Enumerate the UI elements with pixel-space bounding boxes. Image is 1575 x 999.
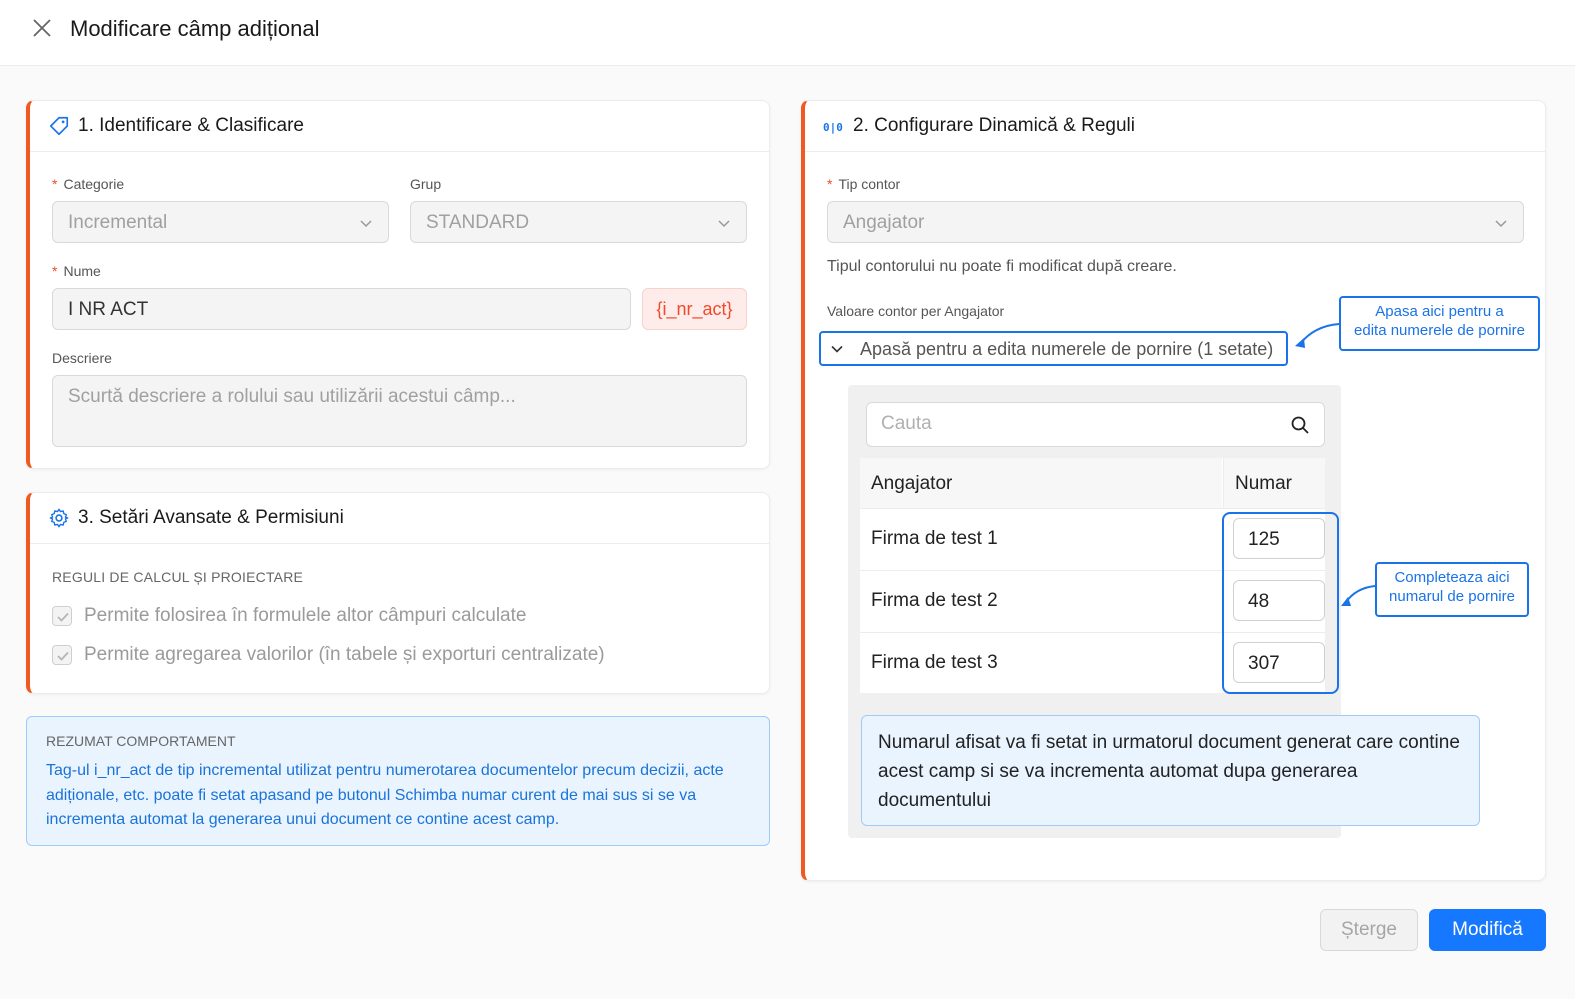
close-icon[interactable]: [30, 16, 54, 40]
section-title: 2. Configurare Dinamică & Reguli: [853, 115, 1135, 136]
counter-type-label: * Tip contor: [827, 176, 901, 192]
aggregate-option-label: Permite agregarea valorilor (în tabele și exporturi centralizate): [84, 644, 605, 665]
rules-caption: REGULI DE CALCUL ȘI PROIECTARE: [52, 569, 304, 585]
section-advanced-settings: [26, 492, 770, 694]
section-header: [805, 101, 1545, 152]
summary-caption: REZUMAT COMPORTAMENT: [46, 733, 236, 749]
behavior-summary: [26, 716, 770, 846]
chevron-down-icon: [716, 215, 732, 231]
counter-type-value: Angajator: [843, 212, 925, 233]
tag-badge: {i_nr_act}: [642, 288, 747, 330]
employer-name: Firma de test 2: [871, 590, 998, 611]
chevron-down-icon: [1493, 215, 1509, 231]
callout-edit-numbers: Apasa aici pentru a edita numerele de pornire: [1339, 296, 1540, 351]
section-title: 1. Identificare & Clasificare: [78, 115, 304, 136]
category-select[interactable]: [52, 201, 389, 243]
description-placeholder: Scurtă descriere a rolului sau utilizării acestui câmp...: [68, 386, 516, 407]
start-number-input[interactable]: 307: [1233, 642, 1325, 683]
modify-button[interactable]: Modifică: [1429, 909, 1546, 951]
summary-text: Tag-ul i_nr_act de tip incremental utilizat pentru numerotarea documentelor precum decizii, acte adiționale, etc. poate fi setat apasand pe butonul Schimba numar curent de mai sus si se va incrementa automat la generarea unui document ce contine acest camp.: [46, 762, 724, 828]
name-input[interactable]: [52, 288, 631, 330]
group-value: STANDARD: [426, 212, 530, 233]
search-input[interactable]: [881, 413, 1281, 435]
edit-start-numbers-toggle[interactable]: [819, 331, 1288, 366]
note-text: Numarul afisat va fi setat in urmatorul document generat care contine acest camp si se va incrementa automat dupa generarea documentului: [878, 732, 1460, 811]
description-label: Descriere: [52, 350, 112, 366]
delete-button[interactable]: Șterge: [1320, 909, 1418, 951]
group-select[interactable]: [410, 201, 747, 243]
number-column-highlight: [1222, 512, 1339, 694]
gear-icon: [48, 507, 70, 529]
formula-checkbox[interactable]: [52, 606, 72, 626]
chevron-down-icon: [358, 215, 374, 231]
category-label: * Categorie: [52, 176, 125, 192]
counter-icon: [823, 117, 845, 139]
counter-value-label: Valoare contor per Angajator: [827, 303, 1005, 319]
increment-note: [861, 715, 1480, 826]
tag-icon: [48, 115, 70, 137]
search-icon[interactable]: [1290, 415, 1310, 435]
check-icon: [55, 648, 71, 664]
section-header: [30, 493, 769, 544]
description-textarea[interactable]: [52, 375, 747, 447]
name-label: * Nume: [52, 263, 101, 279]
aggregate-checkbox[interactable]: [52, 645, 72, 665]
group-label: Grup: [410, 176, 442, 192]
employer-name: Firma de test 3: [871, 652, 998, 673]
section-title: 3. Setări Avansate & Permisiuni: [78, 507, 344, 528]
employer-search-field[interactable]: [866, 402, 1325, 447]
category-value: Incremental: [68, 212, 168, 233]
counter-type-hint: Tipul contorului nu poate fi modificat după creare.: [827, 258, 1177, 275]
start-number-input[interactable]: 48: [1233, 580, 1325, 621]
expander-label: Apasă pentru a edita numerele de pornire (1 setate): [860, 339, 1274, 359]
svg-text:0|0: 0|0: [823, 120, 843, 134]
section-identification: [26, 100, 770, 469]
start-number-input[interactable]: 125: [1233, 518, 1325, 559]
column-header-number: Numar: [1223, 458, 1325, 508]
page-title: Modificare câmp adițional: [70, 16, 320, 41]
section-header: [30, 101, 769, 152]
employer-name: Firma de test 1: [871, 528, 998, 549]
page-header: [0, 0, 1575, 66]
chevron-down-icon: [830, 342, 844, 356]
column-header-employer: Angajator: [860, 458, 1222, 508]
callout-fill-number: Completeaza aici numarul de pornire: [1375, 562, 1529, 617]
name-value: I NR ACT: [68, 299, 149, 320]
callout-arrow-icon: [1338, 582, 1378, 610]
callout-arrow-icon: [1292, 318, 1342, 352]
counter-type-select[interactable]: [827, 201, 1524, 243]
check-icon: [55, 609, 71, 625]
formula-option-label: Permite folosirea în formulele altor câmpuri calculate: [84, 605, 527, 626]
